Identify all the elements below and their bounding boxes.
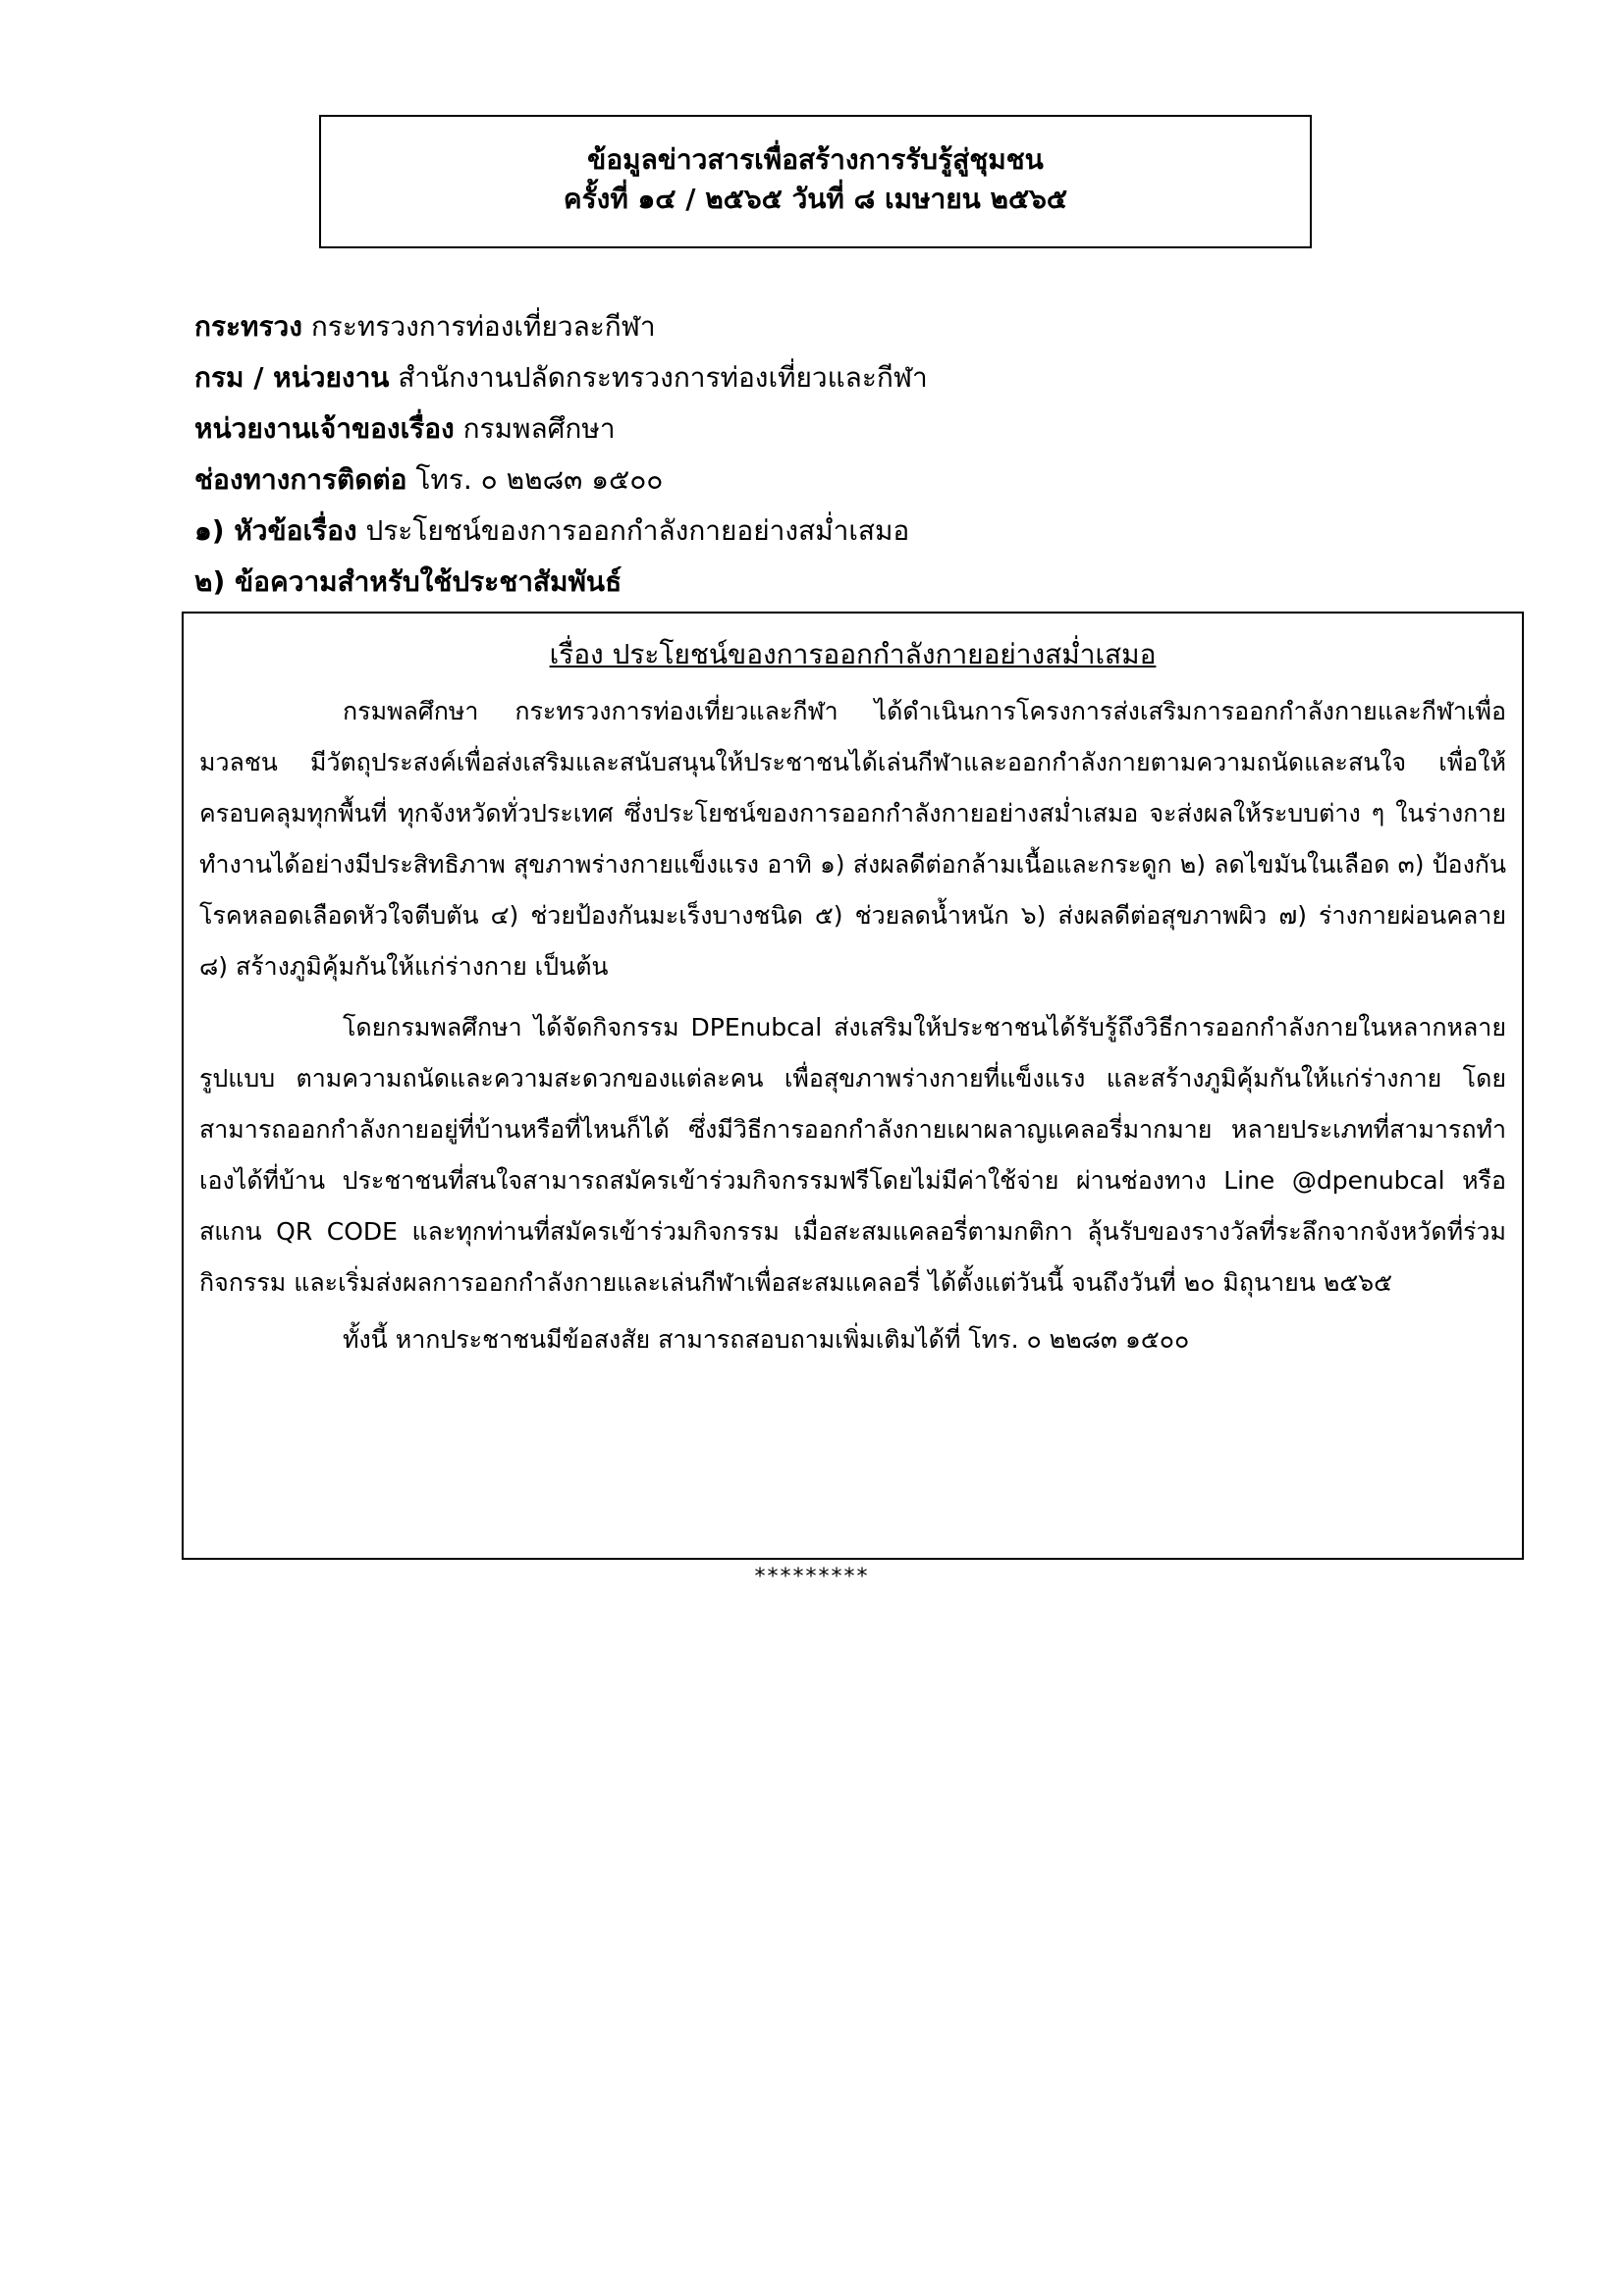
topic-label: ๑) หัวข้อเรื่อง [194, 514, 357, 547]
contact-value: โทร. ๐ ๒๒๘๓ ๑๕๐๐ [415, 463, 664, 496]
owner-value: กรมพลศึกษา [462, 412, 616, 445]
message-row [194, 557, 1510, 608]
subject-heading: เรื่อง ประโยชน์ของการออกกำลังกายอย่างสม่ำเสมอ [549, 638, 1157, 670]
contact-label: ช่องทางการติดต่อ [194, 463, 407, 496]
department-row [194, 352, 1510, 403]
header-box [319, 115, 1312, 248]
department-label: กรม / หน่วยงาน [194, 361, 390, 394]
press-release-box [182, 612, 1524, 1560]
ministry-value: กระทรวงการท่องเที่ยวละกีฬา [310, 310, 656, 343]
owner-label: หน่วยงานเจ้าของเรื่อง [194, 412, 455, 445]
message-label: ๒) ข้อความสำหรับใช้ประชาสัมพันธ์ [194, 565, 623, 598]
document-title: ข้อมูลข่าวสารเพื่อสร้างการรับรู้สู่ชุมชน [587, 143, 1044, 176]
department-value: สำนักงานปลัดกระทรวงการท่องเที่ยวและกีฬา [398, 361, 928, 394]
meta-section [194, 301, 1510, 608]
body-paragraph-1: กรมพลศึกษา กระทรวงการท่องเที่ยวและกีฬา ได้ดำเนินการโครงการส่งเสริมการออกกำลังกายและกีฬาเพื่อมวลชน มีวัตถุประสงค์เพื่อส่งเสริมและสนับสนุนให้ประชาชนได้เล่นกีฬาและออกกำลังกายตามความถนัดและสนใจ เพื่อให้ครอบคลุมทุกพื้นที่ ทุกจังหวัดทั่วประเทศ ซึ่งประโยชน์ของการออกกำลังกายอย่างสม่ำเสมอ จะส่งผลให้ระบบต่าง ๆ ในร่างกาย ทำงานได้อย่างมีประสิทธิภาพ สุขภาพร่างกายแข็งแรง อาทิ ๑) ส่งผลดีต่อกล้ามเนื้อและกระดูก ๒) ลดไขมันในเลือด ๓) ป้องกันโรคหลอดเลือดหัวใจตีบตัน ๔) ช่วยป้องกันมะเร็งบางชนิด ๕) ช่วยลดน้ำหนัก ๖) ส่งผลดีต่อสุขภาพผิว ๗) ร่างกายผ่อนคลาย ๘) สร้างภูมิคุ้มกันให้แก่ร่างกาย เป็นต้น [199, 697, 1506, 981]
body-paragraph-2: โดยกรมพลศึกษา ได้จัดกิจกรรม DPEnubcal ส่งเสริมให้ประชาชนได้รับรู้ถึงวิธีการออกกำลังกายในหลากหลายรูปแบบ ตามความถนัดและความสะดวกของแต่ละคน เพื่อสุขภาพร่างกายที่แข็งแรง และสร้างภูมิคุ้มกันให้แก่ร่างกาย โดยสามารถออกกำลังกายอยู่ที่บ้านหรือที่ไหนก็ได้ ซึ่งมีวิธีการออกกำลังกายเผาผลาญแคลอรี่มากมาย หลายประเภทที่สามารถทำเองได้ที่บ้าน ประชาชนที่สนใจสามารถสมัครเข้าร่วมกิจกรรมฟรีโดยไม่มีค่าใช้จ่าย ผ่านช่องทาง Line @dpenubcal หรือสแกน QR CODE และทุกท่านที่สมัครเข้าร่วมกิจกรรม เมื่อสะสมแคลอรี่ตามกติกา ลุ้นรับของรางวัลที่ระลึกจากจังหวัดที่ร่วมกิจกรรม และเริ่มส่งผลการออกกำลังกายและเล่นกีฬาเพื่อสะสมแคลอรี่ ได้ตั้งแต่วันนี้ จนถึงวันที่ ๒๐ มิถุนายน ๒๕๖๕ [199, 1013, 1506, 1297]
contact-row [194, 454, 1510, 506]
owner-row [194, 403, 1510, 454]
end-separator: ********* [754, 1565, 870, 1589]
ministry-label: กระทรวง [194, 310, 302, 343]
topic-value: ประโยชน์ของการออกกำลังกายอย่างสม่ำเสมอ [365, 514, 910, 547]
closing-line: ทั้งนี้ หากประชาชนมีข้อสงสัย สามารถสอบถามเพิ่มเติมได้ที่ โทร. ๐ ๒๒๘๓ ๑๕๐๐ [343, 1325, 1190, 1354]
topic-row [194, 506, 1510, 557]
ministry-row [194, 301, 1510, 352]
issue-line: ครั้งที่ ๑๔ / ๒๕๖๕ วันที่ ๘ เมษายน ๒๕๖๕ [563, 183, 1068, 215]
